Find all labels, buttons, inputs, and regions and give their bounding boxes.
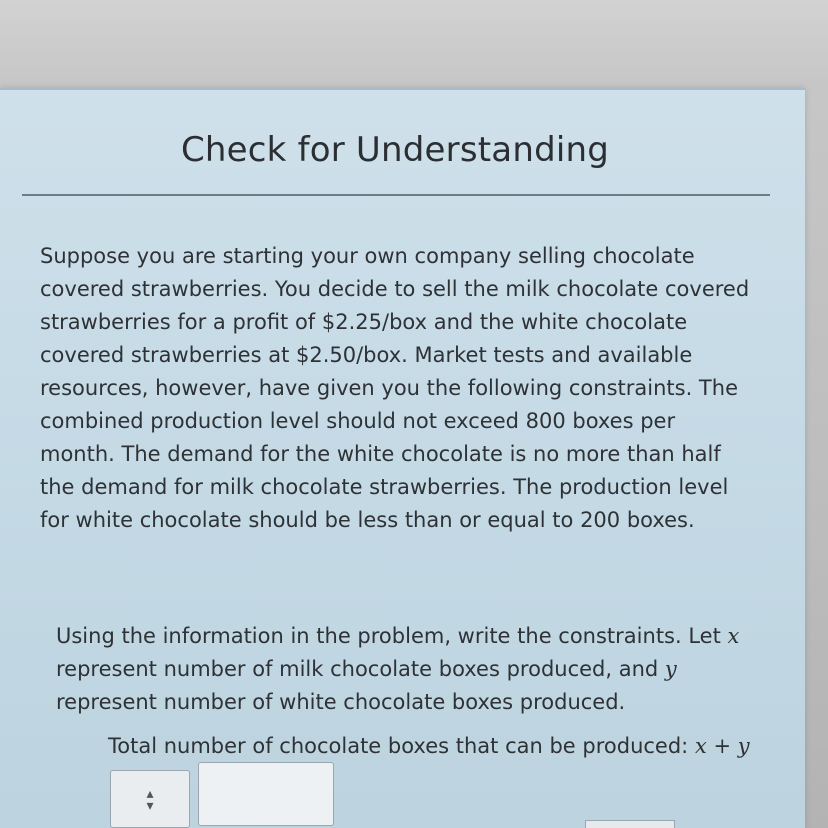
operator-select[interactable] xyxy=(110,770,190,828)
problem-text: Suppose you are starting your own company selling chocolate covered strawberries. You decide to sell the milk chocolate covered strawberries for a profit of $2.25/box and the white chocolate covered strawberries at $2.50/box. Market tests and available resources, however, have given you the following constraints. The combined production level should not exceed 800 boxes per month. The demand for the white chocolate is no more than half the demand for milk chocolate strawberries. The production level for white chocolate should be less than or equal to 200 boxes. xyxy=(40,244,750,532)
page-title: Check for Understanding xyxy=(180,130,610,170)
up-down-arrows-icon: ▴ ▾ xyxy=(146,785,154,813)
question-panel xyxy=(0,88,805,828)
title-divider xyxy=(22,194,770,196)
instructions-text xyxy=(56,620,756,719)
variable-y: y xyxy=(664,657,677,681)
top-chrome xyxy=(0,0,828,80)
constraint-row-label xyxy=(108,732,750,760)
constraint-label: Total number of chocolate boxes that can be produced: xyxy=(108,734,695,758)
constraint-expression: x + y xyxy=(694,734,750,758)
instructions-part2: represent number of milk chocolate boxes produced, and xyxy=(56,657,665,681)
constraint-value-input[interactable] xyxy=(198,762,334,826)
instructions-part3: represent number of white chocolate boxes produced. xyxy=(56,690,626,714)
partial-input-box[interactable] xyxy=(585,820,675,828)
instructions-part1: Using the information in the problem, write the constraints. Let xyxy=(56,624,728,648)
variable-x: x xyxy=(727,624,740,648)
